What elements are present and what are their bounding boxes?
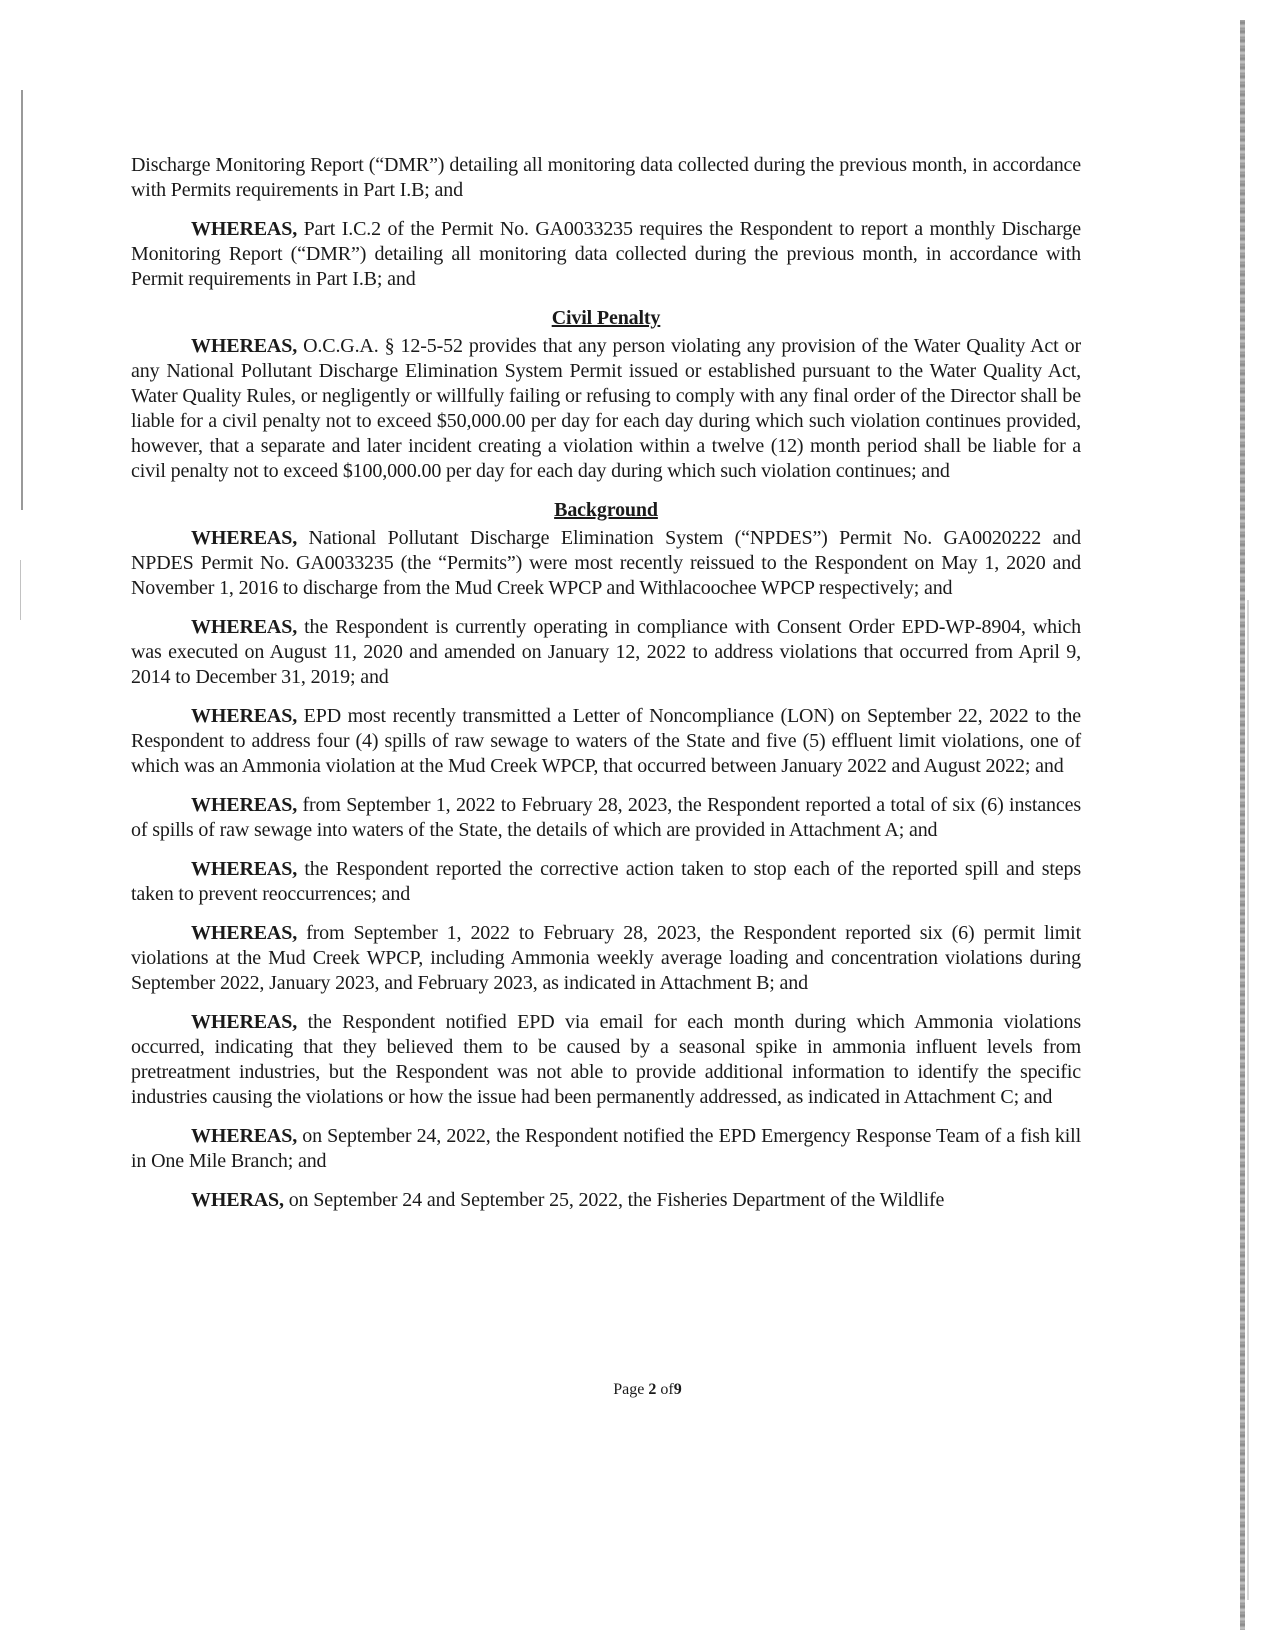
paragraph-text: on September 24 and September 25, 2022, the Fisheries Department of the Wildlife xyxy=(283,1189,945,1211)
paragraph-dmr-continuation xyxy=(131,153,1081,203)
whereas-keyword: WHEREAS, xyxy=(191,1125,298,1147)
heading-background: Background xyxy=(554,499,658,521)
paragraph-whereas-corrective-action xyxy=(131,857,1081,907)
page-total: 9 xyxy=(673,1381,682,1398)
paragraph-wheras-fisheries xyxy=(131,1188,1081,1213)
paragraph-whereas-fish-kill xyxy=(131,1124,1081,1174)
paragraph-text: EPD most recently transmitted a Letter of Noncompliance (LON) on September 22, 2022 to the Respondent to address four (4) spills of raw sewage to waters of the State and five (5) effluent limit violations, one of which was an Ammonia violation at the Mud Creek WPCP, that occurred between January 2022 and August 2022; and xyxy=(131,705,1081,777)
whereas-keyword: WHEREAS, xyxy=(191,858,298,880)
scan-edge-left xyxy=(21,90,23,510)
scan-edge-left-secondary xyxy=(20,560,21,620)
paragraph-whereas-ocga xyxy=(131,334,1081,484)
paragraph-whereas-permit-dmr xyxy=(131,217,1081,292)
paragraph-whereas-consent-order xyxy=(131,615,1081,690)
page-label: Page xyxy=(613,1381,645,1398)
whereas-keyword: WHEREAS, xyxy=(191,922,298,944)
paragraph-whereas-lon xyxy=(131,704,1081,779)
paragraph-text: National Pollutant Discharge Elimination System (“NPDES”) Permit No. GA0020222 and NPDES Permit No. GA0033235 (the “Permits”) were most recently reissued to the Respondent on May 1, 2020 and November 1, 2016 to discharge from the Mud Creek WPCP and Withlacoochee WPCP respectively; and xyxy=(131,527,1081,599)
heading-civil-penalty: Civil Penalty xyxy=(551,307,661,329)
page-of-label: of xyxy=(660,1381,674,1398)
paragraph-text: the Respondent reported the corrective action taken to stop each of the reported spill and steps taken to prevent reoccurrences; and xyxy=(131,858,1081,905)
page-number: 2 xyxy=(648,1381,657,1398)
paragraph-text: Discharge Monitoring Report (“DMR”) detailing all monitoring data collected during the previous month, in accordance with Permits requirements in Part I.B; and xyxy=(131,154,1081,201)
whereas-keyword: WHEREAS, xyxy=(191,335,298,357)
paragraph-whereas-email-notification xyxy=(131,1010,1081,1110)
paragraph-whereas-npdes-permits xyxy=(131,526,1081,601)
whereas-keyword: WHERAS, xyxy=(191,1189,284,1211)
whereas-keyword: WHEREAS, xyxy=(191,705,298,727)
whereas-keyword: WHEREAS, xyxy=(191,1011,298,1033)
page-footer xyxy=(0,1381,1275,1399)
whereas-keyword: WHEREAS, xyxy=(191,527,298,549)
paragraph-whereas-spills xyxy=(131,793,1081,843)
whereas-keyword: WHEREAS, xyxy=(191,794,298,816)
whereas-keyword: WHEREAS, xyxy=(191,218,298,240)
paragraph-text: Part I.C.2 of the Permit No. GA0033235 requires the Respondent to report a monthly Discharge Monitoring Report (“DMR”) detailing all monitoring data collected during the previous month, in accordance with Permit requirements in Part I.B; and xyxy=(131,218,1081,290)
paragraph-text: from September 1, 2022 to February 28, 2023, the Respondent reported six (6) permit limit violations at the Mud Creek WPCP, including Ammonia weekly average loading and concentration violations during September 2022, January 2023, and February 2023, as indicated in Attachment B; and xyxy=(131,922,1081,994)
paragraph-text: from September 1, 2022 to February 28, 2023, the Respondent reported a total of six (6) instances of spills of raw sewage into waters of the State, the details of which are provided in Attachment A; and xyxy=(131,794,1081,841)
scan-edge-right-secondary xyxy=(1247,600,1249,1600)
paragraph-text: on September 24, 2022, the Respondent notified the EPD Emergency Response Team of a fish kill in One Mile Branch; and xyxy=(131,1125,1081,1172)
paragraph-text: the Respondent is currently operating in compliance with Consent Order EPD-WP-8904, which was executed on August 11, 2020 and amended on January 12, 2022 to address violations that occurred from April 9, 2014 to December 31, 2019; and xyxy=(131,616,1081,688)
paragraph-whereas-limit-violations xyxy=(131,921,1081,996)
paragraph-text: the Respondent notified EPD via email for each month during which Ammonia violations occurred, indicating that they believed them to be caused by a seasonal spike in ammonia influent levels from pretreatment industries, but the Respondent was not able to provide additional information to identify the specific industries causing the violations or how the issue had been permanently addressed, as indicated in Attachment C; and xyxy=(131,1011,1081,1108)
whereas-keyword: WHEREAS, xyxy=(191,616,298,638)
paragraph-text: O.C.G.A. § 12-5-52 provides that any person violating any provision of the Water Quality Act or any National Pollutant Discharge Elimination System Permit issued or established pursuant to the Water Quality Act, Water Quality Rules, or negligently or willfully failing or refusing to comply with any final order of the Director shall be liable for a civil penalty not to exceed $50,000.00 per day for each day during which such violation continues provided, however, that a separate and later incident creating a violation within a twelve (12) month period shall be liable for a civil penalty not to exceed $100,000.00 per day for each day during which such violation continues; and xyxy=(131,335,1081,482)
document-body xyxy=(131,153,1081,1227)
